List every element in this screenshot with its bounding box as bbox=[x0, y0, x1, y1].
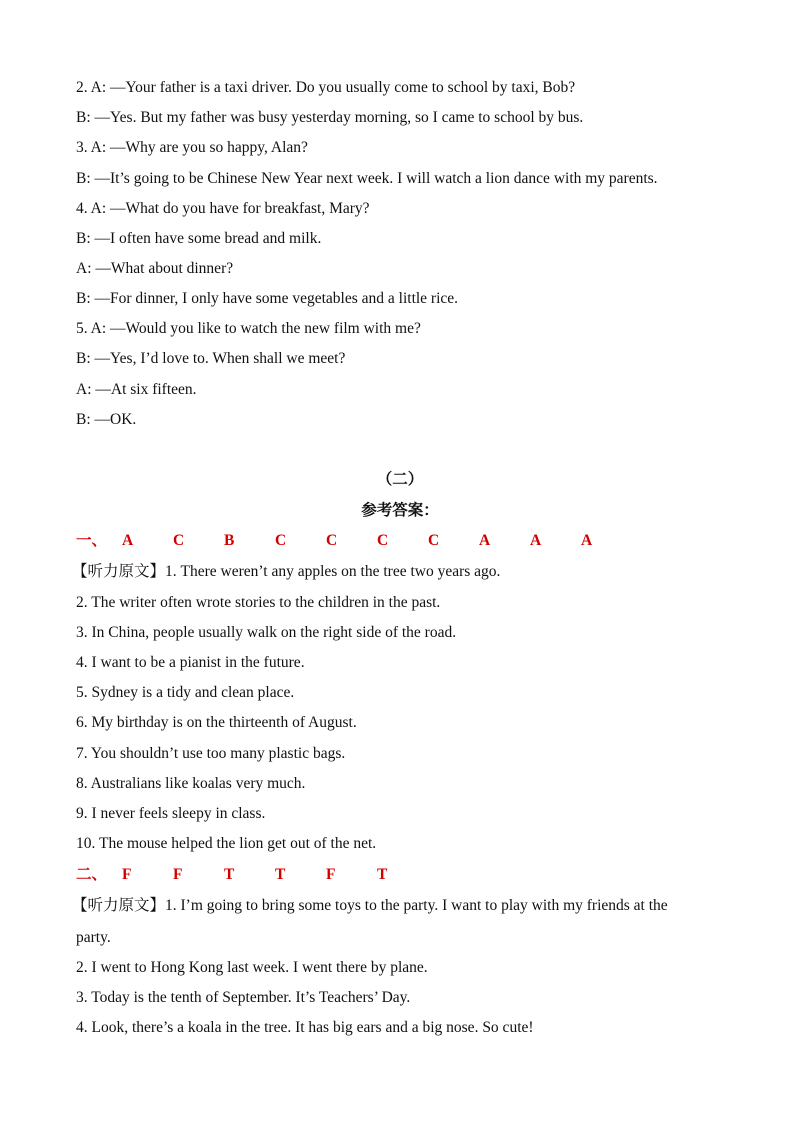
transcript-line: 8. Australians like koalas very much. bbox=[76, 775, 306, 792]
answer-key: T bbox=[224, 866, 235, 883]
answer-key: F bbox=[326, 866, 336, 883]
answer-key: C bbox=[326, 532, 338, 549]
answer-key: A bbox=[530, 532, 542, 549]
transcript-line: 【听力原文】1. I’m going to bring some toys to the party. I want to play with my friends at the bbox=[72, 897, 668, 914]
part2-label: 二、 bbox=[76, 866, 108, 883]
transcript-line: 6. My birthday is on the thirteenth of August. bbox=[76, 714, 357, 731]
dialogue-line: B: —Yes. But my father was busy yesterday morning, so I came to school by bus. bbox=[76, 109, 584, 126]
dialogue-line: B: —I often have some bread and milk. bbox=[76, 230, 322, 247]
part2-answer-row bbox=[76, 865, 428, 885]
dialogue-line: 5. A: —Would you like to watch the new film with me? bbox=[76, 320, 421, 337]
answer-key: A bbox=[479, 532, 491, 549]
answer-key: C bbox=[275, 532, 287, 549]
transcript-line: 【听力原文】1. There weren’t any apples on the tree two years ago. bbox=[72, 563, 501, 580]
transcript-line: 3. In China, people usually walk on the right side of the road. bbox=[76, 624, 457, 641]
transcript-line: 3. Today is the tenth of September. It’s Teachers’ Day. bbox=[76, 989, 411, 1006]
answer-key: B bbox=[224, 532, 235, 549]
answer-key: C bbox=[428, 532, 440, 549]
dialogue-line: 3. A: —Why are you so happy, Alan? bbox=[76, 139, 308, 156]
answer-key: T bbox=[275, 866, 286, 883]
dialogue-line: 2. A: —Your father is a taxi driver. Do you usually come to school by taxi, Bob? bbox=[76, 79, 576, 96]
answer-key: F bbox=[173, 866, 183, 883]
dialogue-line: B: —It’s going to be Chinese New Year next week. I will watch a lion dance with my parents. bbox=[76, 170, 658, 187]
part1-answer-row bbox=[76, 531, 632, 551]
dialogue-line: A: —At six fifteen. bbox=[76, 381, 197, 398]
section-title: （二） bbox=[376, 471, 424, 488]
answer-key: C bbox=[377, 532, 389, 549]
transcript-line: 9. I never feels sleepy in class. bbox=[76, 805, 266, 822]
transcript-line: 5. Sydney is a tidy and clean place. bbox=[76, 684, 295, 701]
transcript-line: party. bbox=[76, 929, 111, 946]
transcript-line: 10. The mouse helped the lion get out of the net. bbox=[76, 835, 377, 852]
answer-key: F bbox=[122, 866, 132, 883]
transcript-line: 7. You shouldn’t use too many plastic bags. bbox=[76, 745, 346, 762]
transcript-line: 2. The writer often wrote stories to the children in the past. bbox=[76, 594, 441, 611]
dialogue-line: B: —OK. bbox=[76, 411, 137, 428]
transcript-line: 4. I want to be a pianist in the future. bbox=[76, 654, 305, 671]
part1-label: 一、 bbox=[76, 532, 108, 549]
dialogue-line: 4. A: —What do you have for breakfast, Mary? bbox=[76, 200, 370, 217]
transcript-line: 4. Look, there’s a koala in the tree. It has big ears and a big nose. So cute! bbox=[76, 1019, 534, 1036]
answer-key: C bbox=[173, 532, 185, 549]
dialogue-line: A: —What about dinner? bbox=[76, 260, 234, 277]
answers-heading: 参考答案： bbox=[361, 502, 439, 519]
transcript-line: 2. I went to Hong Kong last week. I went there by plane. bbox=[76, 959, 428, 976]
dialogue-line: B: —For dinner, I only have some vegetables and a little rice. bbox=[76, 290, 459, 307]
answer-key: T bbox=[377, 866, 388, 883]
answer-key: A bbox=[581, 532, 593, 549]
answer-key: A bbox=[122, 532, 134, 549]
dialogue-line: B: —Yes, I’d love to. When shall we meet? bbox=[76, 350, 346, 367]
